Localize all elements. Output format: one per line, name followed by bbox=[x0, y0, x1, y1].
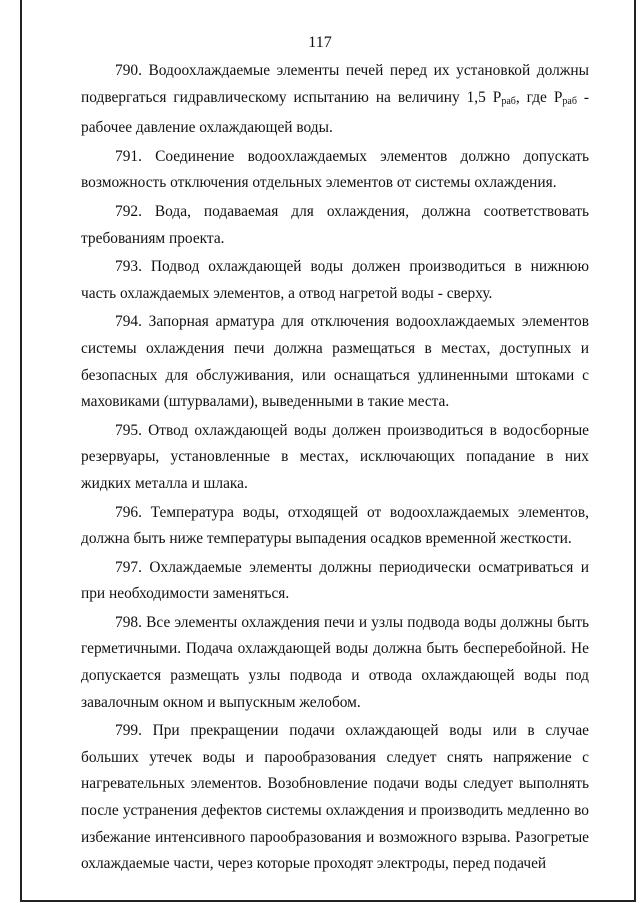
paragraph-795 bbox=[81, 418, 589, 498]
paragraph-number: 799. bbox=[115, 722, 142, 740]
paragraph-791 bbox=[81, 144, 589, 197]
paragraph-text: - рабочее давление охлаждающей воды. bbox=[81, 88, 590, 137]
paragraph-790 bbox=[81, 58, 589, 142]
paragraph-text: Подвод охлаждающей воды должен производиться в нижнюю часть охлаждаемых элементов, а отвод нагретой воды - сверху. bbox=[81, 258, 589, 302]
paragraph-text: Соединение водоохлаждаемых элементов должно допускать возможность отключения отдельных элементов от системы охлаждения. bbox=[81, 147, 589, 192]
paragraph-text: Водоохлаждаемые элементы печей перед их установкой должны подвергаться гидравлическому испытанию на величину 1,5 P bbox=[81, 62, 589, 106]
document-body bbox=[81, 58, 589, 880]
paragraph-796 bbox=[81, 500, 589, 553]
paragraph-number: 791. bbox=[115, 147, 142, 165]
paragraph-793 bbox=[81, 254, 589, 307]
page-number: 117 bbox=[308, 34, 332, 51]
paragraph-797 bbox=[81, 555, 589, 608]
paragraph-text: Вода, подаваемая для охлаждения, должна соответствовать требованиям проекта. bbox=[81, 202, 589, 247]
paragraph-798 bbox=[81, 610, 589, 716]
paragraph-text: Температура воды, отходящей от водоохлаждаемых элементов, должна быть ниже температуры выпадения осадков временной жесткости. bbox=[81, 503, 589, 548]
paragraph-number: 795. bbox=[115, 421, 142, 439]
paragraph-text: , где P bbox=[515, 88, 563, 106]
paragraph-794 bbox=[81, 309, 589, 415]
paragraph-number: 793. bbox=[115, 258, 142, 276]
paragraph-799 bbox=[81, 718, 589, 878]
paragraph-792 bbox=[81, 199, 589, 252]
paragraph-number: 792. bbox=[115, 202, 142, 220]
paragraph-text: Охлаждаемые элементы должны периодически осматриваться и при необходимости заменяться. bbox=[81, 558, 589, 603]
paragraph-number: 790. bbox=[115, 62, 142, 79]
paragraph-text: При прекращении подачи охлаждающей воды или в случае больших утечек воды и парообразования следует снять напряжение с нагревательных элементов. Возобновление подачи воды следует выполнять после устранения дефектов системы охлаждения и производить медленно во избежание интенсивного парообразования и возможного взрыва. Разогретые охлаждаемые части, через которые проходят электроды, перед подачей bbox=[81, 722, 589, 873]
paragraph-number: 798. bbox=[115, 613, 142, 631]
subscript: раб bbox=[501, 95, 516, 107]
paragraph-text: Запорная арматура для отключения водоохлаждаемых элементов системы охлаждения печи должна размещаться в местах, доступных и безопасных для обслуживания, или оснащаться удлиненными штоками с маховиками (штурвалами), выведенными в такие места. bbox=[81, 313, 589, 411]
paragraph-number: 794. bbox=[115, 313, 142, 331]
paragraph-number: 796. bbox=[115, 503, 142, 521]
paragraph-text: Отвод охлаждающей воды должен производиться в водосборные резервуары, установленные в местах, исключающих попадание в них жидких металла и шлака. bbox=[81, 421, 589, 492]
subscript: раб bbox=[562, 95, 577, 107]
paragraph-text: Все элементы охлаждения печи и узлы подвода воды должны быть герметичными. Подача охлаждающей воды должна быть бесперебойной. Не допускается размещать узлы подвода и отвода охлаждающей воды под завалочным окном и выпускным желобом. bbox=[81, 613, 589, 711]
paragraph-number: 797. bbox=[115, 558, 142, 576]
